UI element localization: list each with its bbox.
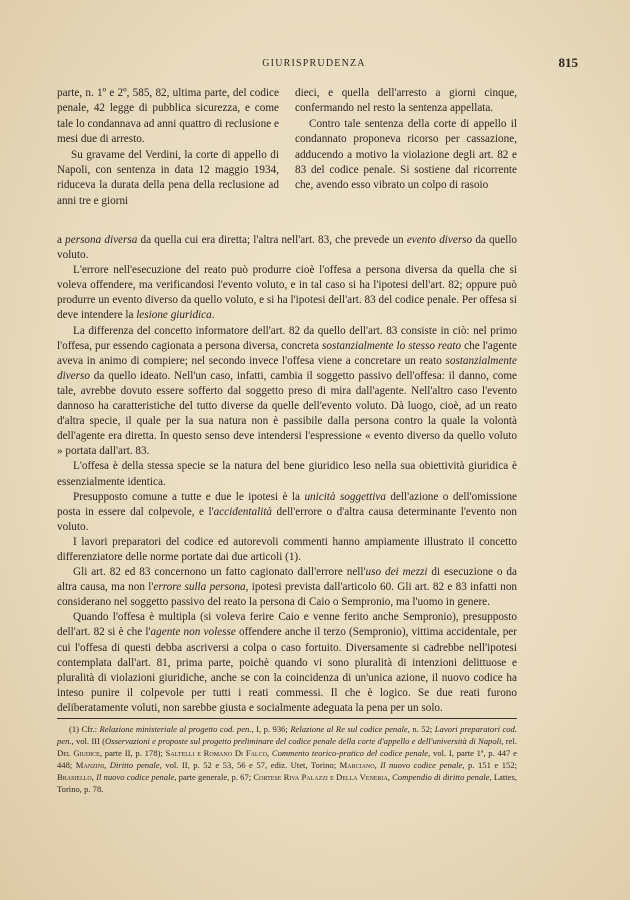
body-paragraph-7: Gli art. 82 ed 83 concernono un fatto cagionato dall'errore nell'uso dei mezzi di esecuzione o da altra causa, ma non l'errore sulla persona, ipotesi prevista dall'articolo 60. Gli art. 82 e 83 infatti non considerano nel soggetto passivo del reato la persona di Caio o Sempronio, ma l'uomo in genere. (57, 566, 518, 609)
right-paragraph-2: Contro tale sentenza della corte di appello il condannato proponeva ricorso per cassazione, adducendo a motivo la violazione degli art. 82 e 83 del codice penale. Si sostiene dal ricorrente che, avendo esso vibrato un colpo di rasoio (295, 117, 517, 192)
right-column (295, 86, 517, 209)
body-paragraph-1: a persona diversa da quella cui era diretta; l'altra nell'art. 83, che prevede un evento diverso da quello voluto. (57, 234, 518, 262)
body-paragraph-6: I lavori preparatori del codice ed autorevoli commenti hanno ampiamente illustrato il concetto differenziatore delle norme portate dai due articoli (1). (57, 535, 517, 563)
footnote-1: (1) Cfr.: Relazione ministeriale al progetto cod. pen., I, p. 936; Relazione al Re sul codice penale, n. 52; Lavori preparatori cod. pen., vol. III (Osservazioni e proposte sul progetto preliminare del codice penale della corte d'appello e dell'università di Napoli, rel. Del Giudice, parte II, p. 178); Saltelli e Romano Di Falco, Commento teorico-pratico del codice penale, vol. I, parte 1ª, p. 447 e 448; Manzini, Diritto penale, vol. II, p. 52 e 53, 56 e 57, ediz. Utet, Torino; Marciano, Il nuovo codice penale, p. 151 e 152; Brasiello, Il nuovo codice penale, parte generale, p. 67; Cortese Riva Palazzi e Della Veneria, Compendio di diritto penale, Lattes, Torino, p. 78. (57, 724, 518, 795)
footnote-divider (57, 718, 517, 719)
main-body (57, 233, 517, 716)
left-paragraph-1: parte, n. 1º e 2º, 585, 82, ultima parte, del codice penale, 42 legge di pubblica sicurezza, e come tale lo condannava ad anni quattro di reclusione e mesi due di arresto. (57, 87, 279, 146)
body-paragraph-2: L'errore nell'esecuzione del reato può produrre cioè l'offesa a persona diversa da quella che si voleva offendere, ma verificandosi l'evento voluto, e in tal caso si ha l'ipotesi dell'art. 82; oppure può produrre un evento diverso da quello voluto, e si ha l'ipotesi dell'art. 83 del codice penale. Per offesa si deve intendere la lesione giuridica. (57, 264, 517, 322)
right-paragraph-1: dieci, e quella dell'arresto a giorni cinque, confermando nel resto la sentenza appellata. (295, 87, 517, 115)
body-paragraph-3: La differenza del concetto informatore dell'art. 82 da quello dell'art. 83 consiste in ciò: nel primo l'offesa, pur essendo cagionata a persona diversa, concreta sostanzialmente lo stesso reato che l'agente aveva in animo di compiere; nel secondo invece l'offesa viene a concretare un reato sostanzialmente diverso da quello ideato. Nell'un caso, infatti, cambia il soggetto passivo dell'offesa: il danno, come tale, avrebbe dovuto essere sofferto dal soggetto preso di mira dall'agente. Nell'altro caso l'evento dannoso ha caratteristiche del tutto diverse da quelle dell'evento voluto. Dà luogo, cioè, ad un reato d'altra specie, il quale per la sua natura non è passibile dalla persona contro la quale la volontà dell'agente era diretta. In questo senso deve intendersi l'espressione « evento diverso da quello voluto » portata dall'art. 83. (57, 324, 517, 458)
body-paragraph-8: Quando l'offesa è multipla (si voleva ferire Caio e venne ferito anche Sempronio), presupposto dell'art. 82 si è che l'agente non volesse offendere anche il terzo (Sempronio), vittima accidentale, per cui l'offesa di questi debba ascriversi a colpa o caso fortuito. Diversamente si cadrebbe nell'ipotesi contemplata dall'art. 81, prima parte, poichè quando vi sono pluralità di intenzioni delittuose e pluralità di violazioni giuridiche, anche se con la coincidenza di un'unica azione, il nuovo codice ha inteso punire il colpevole per tutti i reati commessi. Il che è logico. Se due reati furono deliberatamente voluti, non sarebbe giusta e socialmente adeguata la pena per un solo. (57, 611, 517, 714)
body-paragraph-4: L'offesa è della stessa specie se la natura del bene giuridico leso nella sua obiettività giuridica è essenzialmente identica. (57, 460, 517, 488)
left-paragraph-2: Su gravame del Verdini, la corte di appello di Napoli, con sentenza in data 12 maggio 1934, riduceva la durata della pena della reclusione ad anni tre e giorni (57, 148, 279, 207)
running-head (50, 55, 578, 75)
footnote (57, 723, 517, 796)
page-number: 815 (558, 55, 578, 70)
left-column (57, 86, 279, 209)
body-paragraph-5: Presupposto comune a tutte e due le ipotesi è la unicità soggettiva dell'azione o dell'omissione posta in essere dal colpevole, e l'accidentalità dell'errore o d'altra causa determinante l'evento non voluto. (57, 490, 517, 533)
two-column-section (57, 86, 517, 209)
running-title: GIURISPRUDENZA (262, 58, 366, 69)
